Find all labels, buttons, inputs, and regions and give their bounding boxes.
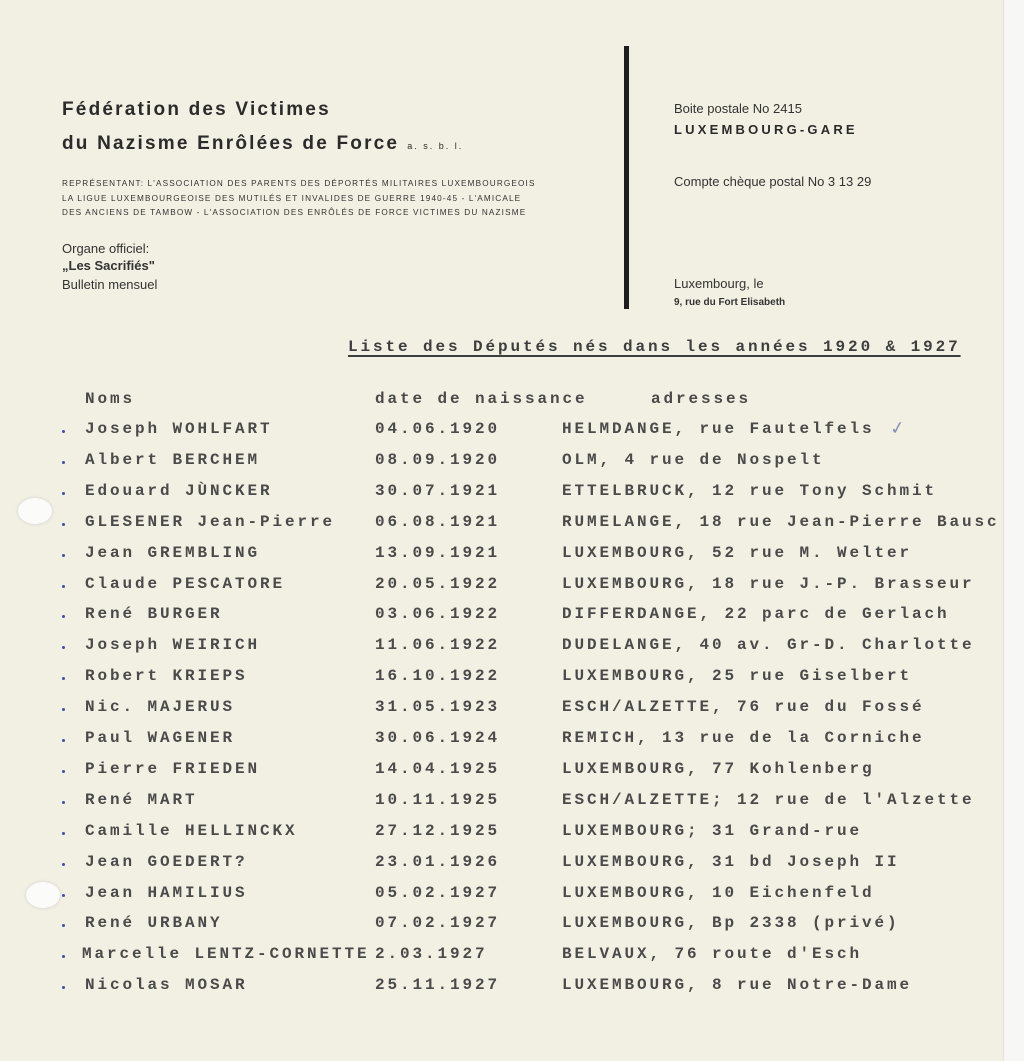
org-name-line2 [62,133,463,155]
representing-line: DES ANCIENS DE TAMBOW - L'ASSOCIATION DES ENRÔLÉS DE FORCE VICTIMES DU NAZISME [62,208,527,217]
cell-address: LUXEMBOURG, 31 bd Joseph II [562,852,900,871]
pen-mark [62,585,65,588]
cell-address: LUXEMBOURG, Bp 2338 (privé) [562,914,900,933]
pen-mark [62,863,65,866]
pen-mark [62,492,65,495]
pen-mark [62,739,65,742]
cell-date: 03.06.1922 [375,605,501,624]
cell-address: LUXEMBOURG, 25 rue Giselbert [562,667,913,686]
cell-address: ESCH/ALZETTE, 76 rue du Fossé [562,698,925,717]
header-address: adresses [651,390,752,408]
cell-date: 31.05.1923 [375,698,501,717]
organe-name: „Les Sacrifiés" [62,258,155,273]
checkmark-annotation: ✓ [888,417,907,439]
cell-name: Albert BERCHEM [85,450,261,469]
cell-name: Jean GREMBLING [85,543,261,562]
cell-address: REMICH, 13 rue de la Corniche [562,729,925,747]
vertical-rule [624,46,629,309]
cell-address: LUXEMBOURG, 77 Kohlenberg [562,759,875,778]
pen-mark [62,461,65,464]
cell-date: 11.06.1922 [375,636,501,655]
cell-date: 08.09.1920 [375,450,501,469]
cell-name: René BURGER [85,605,223,624]
cell-date: 13.09.1921 [375,543,501,562]
cell-date: 05.02.1927 [375,883,501,902]
org-name-line2-text: du Nazisme Enrôlées de Force [62,133,400,154]
pen-mark [62,832,65,835]
punch-hole [18,498,52,524]
cell-address: LUXEMBOURG, 52 rue M. Welter [562,543,913,562]
cell-name: Jean GOEDERT? [85,852,248,871]
cell-address: LUXEMBOURG, 8 rue Notre-Dame [562,976,913,995]
cell-name: René MART [85,790,198,809]
cell-date: 06.08.1921 [375,512,501,531]
cell-name: Claude PESCATORE [85,574,286,593]
cell-address: HELMDANGE, rue Fautelfels [562,420,875,438]
cell-name: Robert KRIEPS [85,667,248,686]
header-date: date de naissance [375,390,588,408]
pen-mark [62,801,65,804]
cell-date: 2.03.1927 [375,945,488,964]
cell-name: Jean HAMILIUS [85,883,248,902]
punch-hole [26,882,60,908]
pen-mark [62,677,65,680]
cell-address: LUXEMBOURG; 31 Grand-rue [562,821,863,840]
cell-name: Nic. MAJERUS [85,698,236,717]
cell-name: Paul WAGENER [85,729,236,747]
cell-name: René URBANY [85,914,223,933]
cell-date: 16.10.1922 [375,667,501,686]
cell-address: OLM, 4 rue de Nospelt [562,450,825,469]
pen-mark [62,430,65,433]
cell-address: ESCH/ALZETTE; 12 rue de l'Alzette [562,790,975,809]
pen-mark [62,955,65,958]
pen-mark [62,554,65,557]
cell-date: 14.04.1925 [375,759,501,778]
pen-mark [62,646,65,649]
cell-name: Edouard JÙNCKER [85,481,273,500]
cell-address: RUMELANGE, 18 rue Jean-Pierre Bausc [562,512,1000,531]
cell-date: 10.11.1925 [375,790,501,809]
pen-mark [62,708,65,711]
header-name: Noms [85,390,136,408]
place-date: Luxembourg, le [674,276,764,291]
representing-line: LA LIGUE LUXEMBOURGEOISE DES MUTILÉS ET INVALIDES DE GUERRE 1940-45 - L'AMICALE [62,194,522,203]
cell-name: Marcelle LENTZ-CORNETTE [82,945,370,964]
cell-date: 25.11.1927 [375,976,501,995]
cell-address: BELVAUX, 76 route d'Esch [562,945,863,964]
cell-date: 23.01.1926 [375,852,501,871]
cell-address: LUXEMBOURG, 18 rue J.-P. Brasseur [562,574,975,593]
pen-mark [62,770,65,773]
cell-name: GLESENER Jean-Pierre [85,512,336,531]
cell-address: ETTELBRUCK, 12 rue Tony Schmit [562,481,938,500]
postbox: Boite postale No 2415 [674,101,802,116]
org-name-line1: Fédération des Victimes [62,99,331,120]
cell-date: 30.07.1921 [375,481,501,500]
page-edge [1003,0,1024,1061]
asbl: a. s. b. l. [407,141,464,151]
cell-date: 20.05.1922 [375,574,501,593]
cell-address: LUXEMBOURG, 10 Eichenfeld [562,883,875,902]
organe-label: Organe officiel: [62,241,150,256]
cell-date: 07.02.1927 [375,914,501,933]
pen-mark [62,615,65,618]
cell-name: Joseph WOHLFART [85,420,273,438]
cell-address: DIFFERDANGE, 22 parc de Gerlach [562,605,950,624]
street: 9, rue du Fort Elisabeth [674,297,786,308]
pen-mark [62,924,65,927]
pen-mark [62,894,65,897]
cell-name: Nicolas MOSAR [85,976,248,995]
representing-line: REPRÉSENTANT: L'ASSOCIATION DES PARENTS DES DÉPORTÉS MILITAIRES LUXEMBOURGEOIS [62,179,536,188]
cell-date: 27.12.1925 [375,821,501,840]
cell-date: 04.06.1920 [375,420,501,438]
cell-address: DUDELANGE, 40 av. Gr-D. Charlotte [562,636,975,655]
pen-mark [62,523,65,526]
list-title: Liste des Députés nés dans les années 1920 & 1927 [348,338,961,356]
pen-mark [62,986,65,989]
cell-date: 30.06.1924 [375,729,501,747]
cell-name: Camille HELLINCKX [85,821,298,840]
organe-desc: Bulletin mensuel [62,277,158,292]
city: LUXEMBOURG-GARE [674,122,858,137]
cheque-account: Compte chèque postal No 3 13 29 [674,174,872,189]
cell-name: Joseph WEIRICH [85,636,261,655]
cell-name: Pierre FRIEDEN [85,759,261,778]
